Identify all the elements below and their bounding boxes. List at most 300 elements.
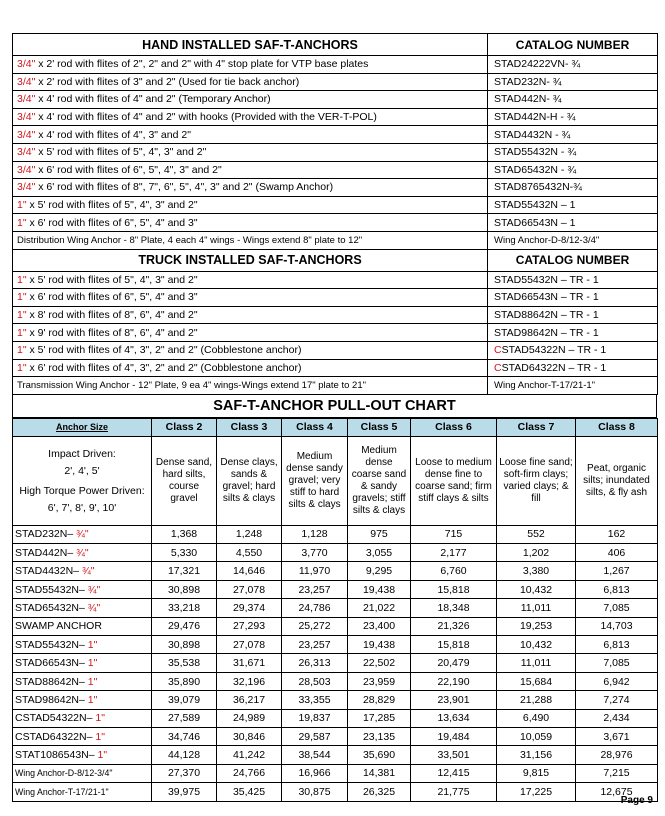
anchor-diameter: ¾" (76, 546, 89, 559)
driven-cell (13, 436, 152, 525)
catalog-row (13, 271, 658, 289)
pullout-value: 23,135 (348, 727, 411, 745)
pullout-value: 14,646 (217, 562, 282, 580)
pullout-value: 28,503 (282, 672, 348, 690)
anchor-diameter: ¾" (76, 528, 89, 541)
pullout-value: 22,190 (411, 672, 497, 690)
rod-spec: x 4' rod with flites of 4", 3" and 2" (35, 128, 191, 141)
chart-row (13, 580, 658, 598)
rod-diameter: 3/4" (17, 93, 36, 106)
soil-description: Loose fine sand; soft-firm clays; varied clays; & fill (497, 436, 576, 525)
anchor-model: SWAMP ANCHOR (15, 620, 102, 633)
pullout-value: 3,770 (282, 544, 348, 562)
anchor-diameter: 1" (87, 657, 98, 670)
rod-spec: Transmission Wing Anchor - 12" Plate, 9 ea 4" wings-Wings extend 17" plate to 21" (17, 379, 366, 391)
pullout-value: 3,671 (576, 727, 658, 745)
catalog-number (488, 324, 658, 342)
catalog-row (13, 126, 658, 144)
anchor-size-cell (13, 764, 152, 782)
anchor-description (13, 306, 488, 324)
catalog-number (488, 161, 658, 179)
pullout-value: 27,370 (152, 764, 217, 782)
rod-diameter: 1" (17, 216, 27, 229)
pullout-value: 11,970 (282, 562, 348, 580)
pullout-value: 24,786 (282, 599, 348, 617)
catalog-row (13, 306, 658, 324)
rod-diameter: 1" (17, 361, 27, 374)
catalog-row (13, 359, 658, 377)
catalog-code: STAD65432N - ¾ (494, 163, 577, 176)
class-header: Class 5 (348, 418, 411, 436)
anchor-diameter: ¾" (81, 565, 95, 578)
chart-row (13, 617, 658, 635)
rod-diameter: 1" (17, 273, 27, 286)
catalog-row (13, 324, 658, 342)
anchor-diameter: 1" (95, 730, 105, 743)
catalog-prefix: C (494, 344, 502, 357)
pullout-value: 39,079 (152, 691, 217, 709)
pullout-value: 18,348 (411, 599, 497, 617)
catalog-code: STAD232N- ¾ (494, 75, 562, 88)
anchor-description (13, 108, 488, 126)
pullout-chart-title: SAF-T-ANCHOR PULL-OUT CHART (12, 395, 657, 418)
class-header: Class 6 (411, 418, 497, 436)
pullout-value: 27,589 (152, 709, 217, 727)
anchor-model: STAD55432N– (15, 638, 88, 651)
pullout-value: 12,675 (576, 783, 658, 801)
hand-section-header (13, 34, 658, 56)
rod-spec: x 6' rod with flites of 4", 3", 2" and 2" (Cobblestone anchor) (26, 361, 302, 374)
anchor-size-cell (13, 544, 152, 562)
anchor-description (13, 231, 488, 249)
rod-spec: x 5' rod with flites of 5", 4", 3" and 2" (35, 146, 207, 159)
anchor-model: CSTAD64322N– (15, 730, 96, 743)
catalog-code: STAD66543N – 1 (494, 216, 576, 229)
rod-spec: x 6' rod with flites of 8", 7", 6", 5", 4", 3" and 2" (Swamp Anchor) (35, 181, 334, 194)
anchor-model: STAD442N– (15, 546, 77, 559)
anchor-description (13, 271, 488, 289)
catalog-code: STAD442N- ¾ (494, 93, 562, 106)
soil-description: Medium dense sandy gravel; very stiff to hard silts & clays (282, 436, 348, 525)
chart-row (13, 654, 658, 672)
pullout-value: 38,544 (282, 746, 348, 764)
pullout-value: 1,267 (576, 562, 658, 580)
pullout-value: 16,966 (282, 764, 348, 782)
pullout-value: 23,257 (282, 580, 348, 598)
pullout-value: 28,976 (576, 746, 658, 764)
class-header: Class 2 (152, 418, 217, 436)
soil-description: Peat, organic silts; inundated silts, & fly ash (576, 436, 658, 525)
pullout-value: 2,434 (576, 709, 658, 727)
catalog-number (488, 306, 658, 324)
truck-catalog-header: CATALOG NUMBER (488, 249, 658, 271)
pullout-value: 6,813 (576, 580, 658, 598)
rod-spec: x 6' rod with flites of 6", 5", 4", 3" and 2" (35, 163, 222, 176)
pullout-value: 13,634 (411, 709, 497, 727)
catalog-number (488, 179, 658, 197)
chart-header-row (13, 418, 658, 436)
pullout-value: 1,128 (282, 525, 348, 543)
catalog-number (488, 214, 658, 232)
pullout-value: 35,690 (348, 746, 411, 764)
pullout-value: 15,818 (411, 636, 497, 654)
pullout-value: 17,225 (497, 783, 576, 801)
anchor-model: STAD65432N– (15, 601, 88, 614)
pullout-value: 14,381 (348, 764, 411, 782)
rod-diameter: 3/4" (17, 181, 36, 194)
catalog-row (13, 341, 658, 359)
pullout-value: 17,285 (348, 709, 411, 727)
pullout-value: 19,438 (348, 580, 411, 598)
rod-spec: x 2' rod with flites of 2", 2" and 2" with 4" stop plate for VTP base plates (35, 58, 369, 71)
pullout-value: 11,011 (497, 654, 576, 672)
catalog-number (488, 91, 658, 109)
class-header: Class 4 (282, 418, 348, 436)
anchor-diameter: ¾" (87, 583, 101, 596)
rod-diameter: 1" (17, 199, 27, 212)
catalog-number (488, 231, 658, 249)
anchor-size-cell (13, 727, 152, 745)
catalog-code: STAD55432N - ¾ (494, 146, 577, 159)
class-header: Class 8 (576, 418, 658, 436)
pullout-value: 39,975 (152, 783, 217, 801)
anchor-model: STAD4432N– (15, 565, 82, 578)
pullout-value: 7,085 (576, 654, 658, 672)
pullout-value: 33,501 (411, 746, 497, 764)
anchor-size-cell (13, 746, 152, 764)
anchor-description (13, 161, 488, 179)
anchor-size-cell (13, 672, 152, 690)
pullout-value: 25,272 (282, 617, 348, 635)
chart-row (13, 709, 658, 727)
catalog-code: STAD55432N – TR - 1 (494, 273, 599, 286)
catalog-code: Wing Anchor-D-8/12-3/4" (494, 234, 600, 246)
pullout-value: 23,959 (348, 672, 411, 690)
catalog-number (488, 359, 658, 377)
pullout-value: 22,502 (348, 654, 411, 672)
anchor-diameter: 1" (87, 693, 98, 706)
pullout-value: 21,326 (411, 617, 497, 635)
pullout-value: 27,078 (217, 636, 282, 654)
pullout-value: 1,248 (217, 525, 282, 543)
pullout-value: 21,022 (348, 599, 411, 617)
catalog-row (13, 108, 658, 126)
pullout-value: 33,218 (152, 599, 217, 617)
anchor-model: STAD88642N– (15, 675, 88, 688)
anchor-model: CSTAD54322N– (15, 712, 96, 725)
anchor-size-cell (13, 636, 152, 654)
rod-diameter: 3/4" (17, 146, 36, 159)
rod-spec: x 2' rod with flites of 3" and 2" (Used for tie back anchor) (35, 75, 300, 88)
chart-row (13, 525, 658, 543)
pullout-value: 14,703 (576, 617, 658, 635)
catalog-code: STAD442N-H - ¾ (494, 111, 576, 124)
catalog-row (13, 214, 658, 232)
chart-row (13, 764, 658, 782)
anchor-description (13, 196, 488, 214)
catalog-row (13, 56, 658, 74)
pullout-value: 23,257 (282, 636, 348, 654)
catalog-number (488, 271, 658, 289)
rod-spec: x 5' rod with flites of 4", 3", 2" and 2" (Cobblestone anchor) (26, 344, 302, 357)
anchor-size-cell (13, 617, 152, 635)
anchor-model: STAD98642N– (15, 693, 88, 706)
rod-diameter: 1" (17, 309, 27, 322)
chart-row (13, 783, 658, 801)
catalog-code: Wing Anchor-T-17/21-1" (494, 379, 596, 391)
catalog-number (488, 56, 658, 74)
pullout-value: 19,837 (282, 709, 348, 727)
pullout-value: 28,829 (348, 691, 411, 709)
rod-spec: x 8' rod with flites of 8", 6", 4" and 2" (26, 309, 198, 322)
anchor-diameter: 1" (95, 712, 105, 725)
pullout-value: 23,901 (411, 691, 497, 709)
rod-spec: x 5' rod with flites of 5", 4", 3" and 2" (26, 273, 198, 286)
anchor-description (13, 377, 488, 395)
catalog-code: STAD64322N – TR - 1 (501, 361, 607, 374)
catalog-row (13, 231, 658, 249)
anchor-description (13, 126, 488, 144)
soil-description: Medium dense coarse sand & sandy gravels; stiff silts & clays (348, 436, 411, 525)
catalog-row (13, 91, 658, 109)
pullout-value: 15,684 (497, 672, 576, 690)
pullout-value: 44,128 (152, 746, 217, 764)
soil-description: Dense sand, hard silts, course gravel (152, 436, 217, 525)
pullout-value: 31,671 (217, 654, 282, 672)
pullout-value: 21,775 (411, 783, 497, 801)
catalog-code: STAD4432N - ¾ (494, 128, 571, 141)
pullout-value: 9,815 (497, 764, 576, 782)
chart-row (13, 544, 658, 562)
chart-row (13, 636, 658, 654)
pullout-value: 6,490 (497, 709, 576, 727)
pullout-value: 33,355 (282, 691, 348, 709)
pullout-value: 36,217 (217, 691, 282, 709)
catalog-row (13, 143, 658, 161)
anchor-size-cell (13, 709, 152, 727)
pullout-value: 41,242 (217, 746, 282, 764)
catalog-prefix: C (494, 361, 502, 374)
anchor-model: Wing Anchor-T-17/21-1" (15, 786, 109, 797)
pullout-value: 34,746 (152, 727, 217, 745)
anchor-size-cell (13, 599, 152, 617)
anchor-size-cell (13, 525, 152, 543)
rod-spec: Distribution Wing Anchor - 8" Plate, 4 each 4" wings - Wings extend 8" plate to 12" (17, 234, 363, 246)
anchor-model: STAD55432N– (15, 583, 88, 596)
pullout-value: 5,330 (152, 544, 217, 562)
anchor-diameter: ¾" (87, 601, 101, 614)
anchor-model: STAT1086543N– (15, 749, 98, 762)
catalog-row (13, 179, 658, 197)
anchor-diameter: 1" (87, 638, 98, 651)
pullout-value: 30,898 (152, 580, 217, 598)
anchor-size-cell (13, 691, 152, 709)
pullout-value: 35,538 (152, 654, 217, 672)
pullout-value: 10,059 (497, 727, 576, 745)
pullout-chart-table (12, 418, 658, 802)
chart-row (13, 599, 658, 617)
pullout-value: 27,293 (217, 617, 282, 635)
catalog-row (13, 196, 658, 214)
hand-section-title: HAND INSTALLED SAF-T-ANCHORS (13, 34, 488, 56)
anchor-description (13, 56, 488, 74)
pullout-value: 30,846 (217, 727, 282, 745)
anchor-model: Wing Anchor-D-8/12-3/4" (15, 768, 113, 779)
pullout-value: 10,432 (497, 580, 576, 598)
torque-driven-sizes: 6', 7', 8', 9', 10' (47, 501, 117, 514)
truck-section-title: TRUCK INSTALLED SAF-T-ANCHORS (13, 249, 488, 271)
chart-row (13, 727, 658, 745)
impact-driven-sizes: 2', 4', 5' (64, 464, 100, 477)
catalog-number (488, 108, 658, 126)
anchor-size-cell (13, 654, 152, 672)
pullout-value: 30,898 (152, 636, 217, 654)
rod-spec: x 9' rod with flites of 8", 6", 4" and 2" (26, 326, 198, 339)
anchor-diameter: 1" (87, 675, 98, 688)
pullout-value: 20,479 (411, 654, 497, 672)
anchor-description (13, 341, 488, 359)
anchor-model: STAD66543N– (15, 657, 88, 670)
anchor-size-cell (13, 580, 152, 598)
rod-diameter: 1" (17, 291, 27, 304)
anchor-diameter: 1" (97, 749, 108, 762)
pullout-value: 406 (576, 544, 658, 562)
rod-diameter: 3/4" (17, 75, 36, 88)
class-header: Class 3 (217, 418, 282, 436)
pullout-value: 1,368 (152, 525, 217, 543)
rod-diameter: 1" (17, 326, 27, 339)
soil-description: Dense clays, sands & gravel; hard silts & clays (217, 436, 282, 525)
anchor-description (13, 359, 488, 377)
pullout-value: 29,587 (282, 727, 348, 745)
anchor-description (13, 91, 488, 109)
pullout-value: 31,156 (497, 746, 576, 764)
catalog-code: STAD98642N – TR - 1 (494, 326, 599, 339)
pullout-value: 21,288 (497, 691, 576, 709)
catalog-number (488, 196, 658, 214)
anchor-model: STAD232N– (15, 528, 77, 541)
catalog-number (488, 289, 658, 307)
pullout-value: 7,085 (576, 599, 658, 617)
soil-description-row (13, 436, 658, 525)
catalog-row (13, 161, 658, 179)
page-number: Page 9 (620, 795, 653, 806)
pullout-value: 23,400 (348, 617, 411, 635)
pullout-value: 1,202 (497, 544, 576, 562)
pullout-value: 12,415 (411, 764, 497, 782)
catalog-sheet (12, 33, 657, 802)
pullout-value: 3,380 (497, 562, 576, 580)
rod-spec: x 5' rod with flites of 5", 4", 3" and 2" (26, 199, 198, 212)
chart-row (13, 691, 658, 709)
anchor-description (13, 179, 488, 197)
pullout-value: 975 (348, 525, 411, 543)
pullout-value: 15,818 (411, 580, 497, 598)
pullout-value: 32,196 (217, 672, 282, 690)
catalog-row (13, 377, 658, 395)
pullout-value: 7,215 (576, 764, 658, 782)
catalog-code: STAD54322N – TR - 1 (501, 344, 607, 357)
catalog-number (488, 73, 658, 91)
rod-spec: x 4' rod with flites of 4" and 2" (Temporary Anchor) (35, 93, 271, 106)
chart-row (13, 562, 658, 580)
pullout-value: 6,813 (576, 636, 658, 654)
pullout-value: 7,274 (576, 691, 658, 709)
pullout-value: 17,321 (152, 562, 217, 580)
pullout-value: 19,253 (497, 617, 576, 635)
torque-driven-label: High Torque Power Driven: (19, 484, 145, 497)
pullout-value: 26,325 (348, 783, 411, 801)
pullout-value: 19,484 (411, 727, 497, 745)
catalog-code: STAD8765432N-¾ (494, 181, 582, 194)
pullout-value: 35,890 (152, 672, 217, 690)
pullout-value: 715 (411, 525, 497, 543)
catalog-code: STAD88642N – TR - 1 (494, 309, 599, 322)
catalog-row (13, 289, 658, 307)
pullout-value: 162 (576, 525, 658, 543)
rod-spec: x 4' rod with flites of 4" and 2" with hooks (Provided with the VER-T-POL) (35, 111, 377, 124)
soil-description: Loose to medium dense fine to coarse sand; firm stiff clays & silts (411, 436, 497, 525)
pullout-value: 30,875 (282, 783, 348, 801)
pullout-value: 6,760 (411, 562, 497, 580)
anchor-description (13, 324, 488, 342)
pullout-value: 29,374 (217, 599, 282, 617)
chart-row (13, 746, 658, 764)
pullout-value: 2,177 (411, 544, 497, 562)
hand-catalog-header: CATALOG NUMBER (488, 34, 658, 56)
anchor-catalog-table (12, 33, 658, 395)
pullout-value: 11,011 (497, 599, 576, 617)
pullout-value: 552 (497, 525, 576, 543)
rod-diameter: 3/4" (17, 111, 36, 124)
catalog-code: STAD55432N – 1 (494, 199, 576, 212)
pullout-value: 26,313 (282, 654, 348, 672)
pullout-value: 9,295 (348, 562, 411, 580)
catalog-number (488, 143, 658, 161)
impact-driven-label: Impact Driven: (48, 447, 116, 460)
class-header: Class 7 (497, 418, 576, 436)
catalog-number (488, 341, 658, 359)
anchor-size-cell (13, 783, 152, 801)
pullout-value: 6,942 (576, 672, 658, 690)
pullout-value: 4,550 (217, 544, 282, 562)
pullout-value: 3,055 (348, 544, 411, 562)
anchor-description (13, 214, 488, 232)
rod-diameter: 3/4" (17, 163, 36, 176)
anchor-description (13, 289, 488, 307)
anchor-description (13, 143, 488, 161)
pullout-value: 24,989 (217, 709, 282, 727)
pullout-value: 27,078 (217, 580, 282, 598)
truck-section-header (13, 249, 658, 271)
anchor-size-header: Anchor Size (13, 418, 152, 436)
pullout-value: 35,425 (217, 783, 282, 801)
pullout-value: 24,766 (217, 764, 282, 782)
rod-spec: x 6' rod with flites of 6", 5", 4" and 3" (26, 216, 198, 229)
rod-diameter: 3/4" (17, 58, 36, 71)
catalog-code: STAD66543N – TR - 1 (494, 291, 599, 304)
pullout-value: 19,438 (348, 636, 411, 654)
chart-row (13, 672, 658, 690)
rod-diameter: 1" (17, 344, 27, 357)
pullout-value: 10,432 (497, 636, 576, 654)
catalog-number (488, 126, 658, 144)
anchor-size-cell (13, 562, 152, 580)
rod-diameter: 3/4" (17, 128, 36, 141)
rod-spec: x 6' rod with flites of 6", 5", 4" and 3" (26, 291, 198, 304)
catalog-row (13, 73, 658, 91)
pullout-value: 29,476 (152, 617, 217, 635)
